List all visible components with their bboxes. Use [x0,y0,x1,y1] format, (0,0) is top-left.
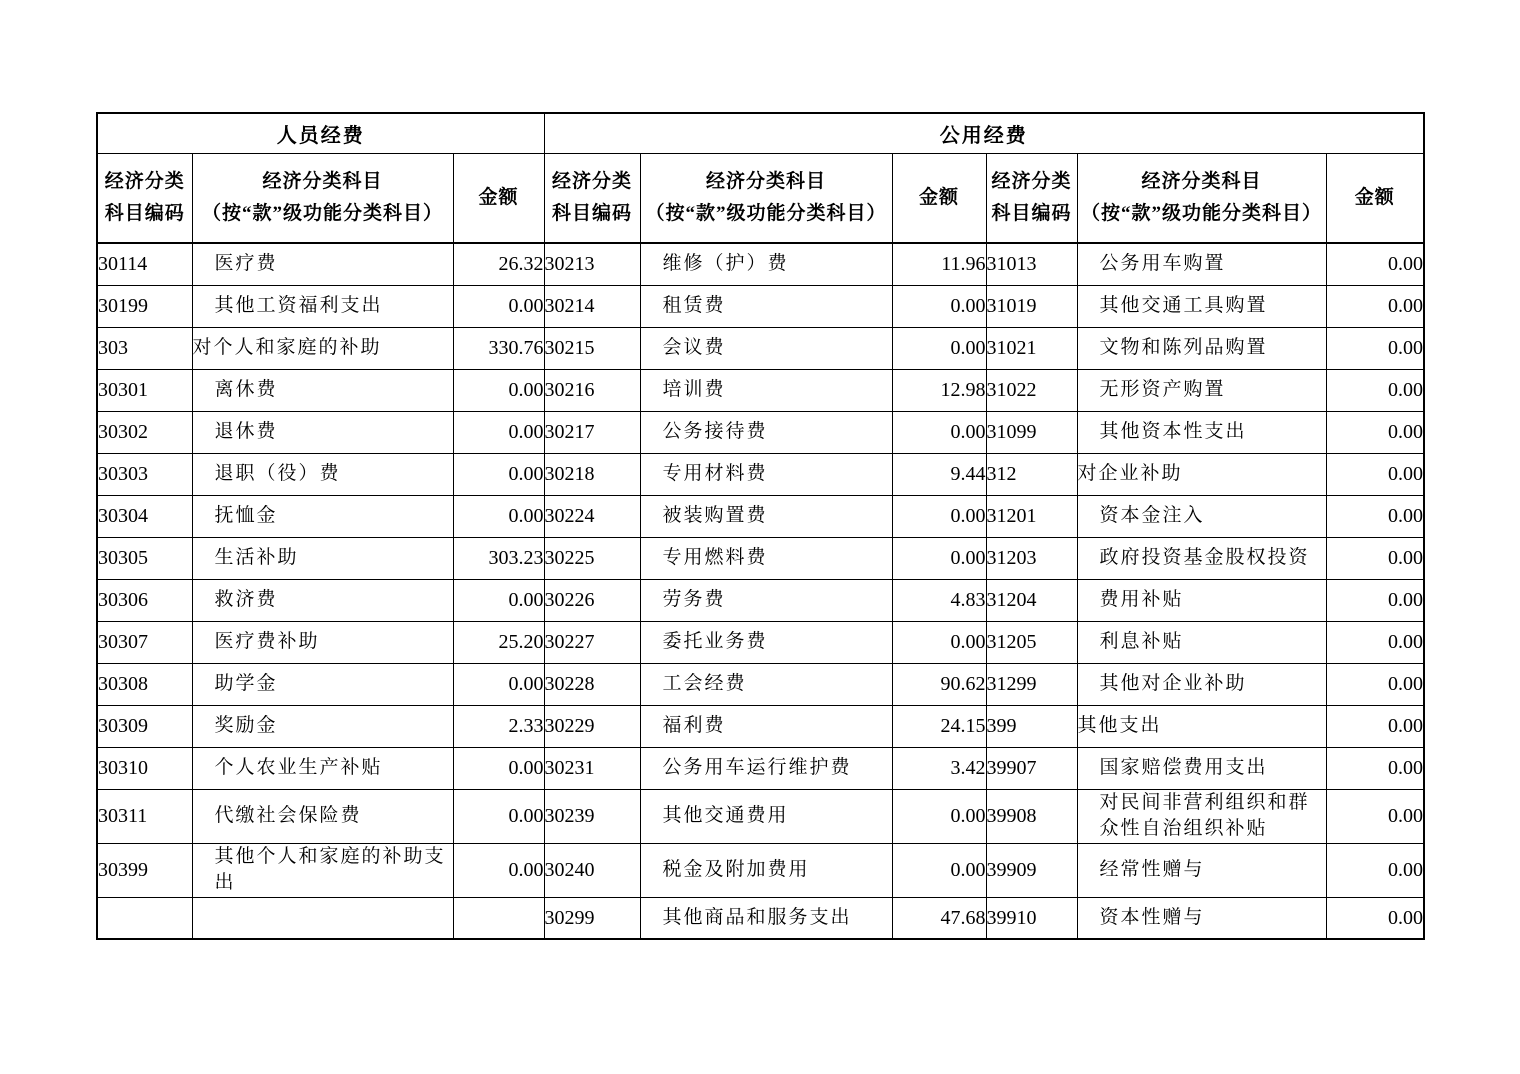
subject-cell: 被装购置费 [640,495,892,537]
amount-cell: 0.00 [892,537,986,579]
col-header-code-right [986,154,1077,244]
subject-cell: 公务接待费 [640,411,892,453]
amount-cell: 0.00 [453,411,544,453]
code-cell: 30227 [544,621,640,663]
amount-cell: 0.00 [1326,843,1424,897]
amount-cell: 0.00 [892,621,986,663]
amount-cell: 0.00 [1326,621,1424,663]
table-row [97,747,1424,789]
column-header-row [97,154,1424,244]
amount-cell: 25.20 [453,621,544,663]
code-cell: 30225 [544,537,640,579]
col-header-code-line1: 经济分类 [104,170,185,192]
section-header-personnel: 人员经费 [97,113,544,154]
amount-cell: 0.00 [1326,579,1424,621]
code-cell: 31205 [986,621,1077,663]
code-cell: 39910 [986,897,1077,939]
subject-cell: 奖励金 [192,705,453,747]
amount-cell: 0.00 [892,411,986,453]
subject-cell: 医疗费补助 [192,621,453,663]
code-cell: 31013 [986,243,1077,285]
amount-cell: 0.00 [1326,327,1424,369]
col-header-amount-left: 金额 [453,154,544,244]
amount-cell: 0.00 [1326,285,1424,327]
table-row [97,705,1424,747]
code-cell: 30306 [97,579,192,621]
col-header-amount-right: 金额 [1326,154,1424,244]
amount-cell: 0.00 [453,369,544,411]
col-header-code-line2: 科目编码 [551,203,632,224]
code-cell: 39908 [986,789,1077,843]
code-cell: 399 [986,705,1077,747]
code-cell: 31019 [986,285,1077,327]
amount-cell: 0.00 [453,579,544,621]
subject-cell: 其他对企业补助 [1077,663,1326,705]
section-header-public: 公用经费 [544,113,1424,154]
amount-cell: 0.00 [1326,663,1424,705]
section-header-row [97,113,1424,154]
code-cell: 30199 [97,285,192,327]
col-header-code-line2: 科目编码 [104,203,185,224]
amount-cell: 24.15 [892,705,986,747]
subject-cell: 文物和陈列品购置 [1077,327,1326,369]
col-header-code-line1: 经济分类 [551,170,632,192]
budget-table [96,112,1425,940]
subject-cell: 国家赔偿费用支出 [1077,747,1326,789]
amount-cell: 0.00 [453,495,544,537]
subject-cell [192,897,453,939]
amount-cell: 0.00 [892,327,986,369]
amount-cell: 0.00 [453,453,544,495]
table-row [97,621,1424,663]
amount-cell: 0.00 [892,285,986,327]
code-cell: 31201 [986,495,1077,537]
code-cell: 312 [986,453,1077,495]
subject-cell: 离休费 [192,369,453,411]
subject-cell: 抚恤金 [192,495,453,537]
subject-cell: 助学金 [192,663,453,705]
code-cell: 30305 [97,537,192,579]
subject-cell: 其他支出 [1077,705,1326,747]
subject-cell: 委托业务费 [640,621,892,663]
subject-cell: 退休费 [192,411,453,453]
code-cell: 30229 [544,705,640,747]
table-row [97,243,1424,285]
subject-cell: 工会经费 [640,663,892,705]
amount-cell: 330.76 [453,327,544,369]
col-header-amount-mid: 金额 [892,154,986,244]
col-header-subject-line2: （按“款”级功能分类科目） [1080,203,1322,224]
subject-cell: 其他个人和家庭的补助支出 [192,843,453,897]
table-row [97,663,1424,705]
subject-cell: 资本性赠与 [1077,897,1326,939]
subject-cell: 无形资产购置 [1077,369,1326,411]
amount-cell: 26.32 [453,243,544,285]
code-cell [97,897,192,939]
amount-cell: 0.00 [453,747,544,789]
subject-cell: 政府投资基金股权投资 [1077,537,1326,579]
table-row [97,453,1424,495]
col-header-subject-line2: （按“款”级功能分类科目） [645,203,887,224]
table-row [97,579,1424,621]
code-cell: 30240 [544,843,640,897]
table-row [97,843,1424,897]
amount-cell: 0.00 [1326,411,1424,453]
subject-cell: 公务用车运行维护费 [640,747,892,789]
subject-cell: 救济费 [192,579,453,621]
col-header-subject-right [1077,154,1326,244]
amount-cell: 0.00 [1326,495,1424,537]
amount-cell: 2.33 [453,705,544,747]
subject-cell: 公务用车购置 [1077,243,1326,285]
col-header-subject-line2: （按“款”级功能分类科目） [201,203,443,224]
amount-cell: 9.44 [892,453,986,495]
amount-cell: 0.00 [453,285,544,327]
amount-cell: 90.62 [892,663,986,705]
code-cell: 30214 [544,285,640,327]
amount-cell: 0.00 [1326,243,1424,285]
code-cell: 30215 [544,327,640,369]
table-row [97,789,1424,843]
subject-cell: 其他工资福利支出 [192,285,453,327]
code-cell: 30231 [544,747,640,789]
code-cell: 31203 [986,537,1077,579]
table-row [97,537,1424,579]
table-row [97,369,1424,411]
amount-cell: 0.00 [1326,705,1424,747]
code-cell: 31204 [986,579,1077,621]
code-cell: 30311 [97,789,192,843]
subject-cell: 维修（护）费 [640,243,892,285]
code-cell: 30301 [97,369,192,411]
subject-cell: 资本金注入 [1077,495,1326,537]
subject-cell: 生活补助 [192,537,453,579]
subject-cell: 代缴社会保险费 [192,789,453,843]
code-cell: 39909 [986,843,1077,897]
code-cell: 30216 [544,369,640,411]
amount-cell: 0.00 [453,789,544,843]
code-cell: 30228 [544,663,640,705]
subject-cell: 对民间非营利组织和群众性自治组织补贴 [1077,789,1326,843]
amount-cell: 0.00 [1326,369,1424,411]
col-header-code-mid [544,154,640,244]
code-cell: 30226 [544,579,640,621]
subject-cell: 其他资本性支出 [1077,411,1326,453]
code-cell: 30213 [544,243,640,285]
subject-cell: 其他交通费用 [640,789,892,843]
subject-cell: 对企业补助 [1077,453,1326,495]
col-header-subject-line1: 经济分类科目 [705,170,826,192]
amount-cell: 0.00 [1326,897,1424,939]
amount-cell: 0.00 [1326,453,1424,495]
code-cell: 31099 [986,411,1077,453]
code-cell: 30114 [97,243,192,285]
table-body [97,243,1424,939]
table-row [97,897,1424,939]
subject-cell: 医疗费 [192,243,453,285]
amount-cell: 0.00 [892,789,986,843]
code-cell: 31299 [986,663,1077,705]
code-cell: 30304 [97,495,192,537]
amount-cell: 11.96 [892,243,986,285]
amount-cell [453,897,544,939]
subject-cell: 其他交通工具购置 [1077,285,1326,327]
code-cell: 303 [97,327,192,369]
code-cell: 30309 [97,705,192,747]
subject-cell: 租赁费 [640,285,892,327]
code-cell: 31021 [986,327,1077,369]
amount-cell: 303.23 [453,537,544,579]
amount-cell: 0.00 [453,843,544,897]
code-cell: 30218 [544,453,640,495]
subject-cell: 劳务费 [640,579,892,621]
subject-cell: 专用燃料费 [640,537,892,579]
amount-cell: 0.00 [453,663,544,705]
subject-cell: 对个人和家庭的补助 [192,327,453,369]
col-header-subject-left [192,154,453,244]
code-cell: 30307 [97,621,192,663]
amount-cell: 0.00 [892,843,986,897]
amount-cell: 0.00 [1326,747,1424,789]
code-cell: 30239 [544,789,640,843]
amount-cell: 3.42 [892,747,986,789]
subject-cell: 培训费 [640,369,892,411]
subject-cell: 专用材料费 [640,453,892,495]
subject-cell: 费用补贴 [1077,579,1326,621]
amount-cell: 12.98 [892,369,986,411]
subject-cell: 利息补贴 [1077,621,1326,663]
code-cell: 30224 [544,495,640,537]
col-header-subject-line1: 经济分类科目 [1141,170,1262,192]
code-cell: 30303 [97,453,192,495]
subject-cell: 税金及附加费用 [640,843,892,897]
code-cell: 30299 [544,897,640,939]
col-header-subject-line1: 经济分类科目 [262,170,383,192]
code-cell: 30308 [97,663,192,705]
table-row [97,327,1424,369]
subject-cell: 其他商品和服务支出 [640,897,892,939]
subject-cell: 经常性赠与 [1077,843,1326,897]
col-header-code-line1: 经济分类 [991,170,1072,192]
subject-cell: 退职（役）费 [192,453,453,495]
subject-cell: 会议费 [640,327,892,369]
code-cell: 30217 [544,411,640,453]
subject-cell: 个人农业生产补贴 [192,747,453,789]
amount-cell: 0.00 [892,495,986,537]
amount-cell: 0.00 [1326,537,1424,579]
code-cell: 30302 [97,411,192,453]
code-cell: 30399 [97,843,192,897]
table-row [97,285,1424,327]
code-cell: 30310 [97,747,192,789]
col-header-code-line2: 科目编码 [991,203,1072,224]
code-cell: 31022 [986,369,1077,411]
subject-cell: 福利费 [640,705,892,747]
col-header-subject-mid [640,154,892,244]
amount-cell: 47.68 [892,897,986,939]
table-row [97,411,1424,453]
table-row [97,495,1424,537]
amount-cell: 0.00 [1326,789,1424,843]
amount-cell: 4.83 [892,579,986,621]
col-header-code-left [97,154,192,244]
code-cell: 39907 [986,747,1077,789]
